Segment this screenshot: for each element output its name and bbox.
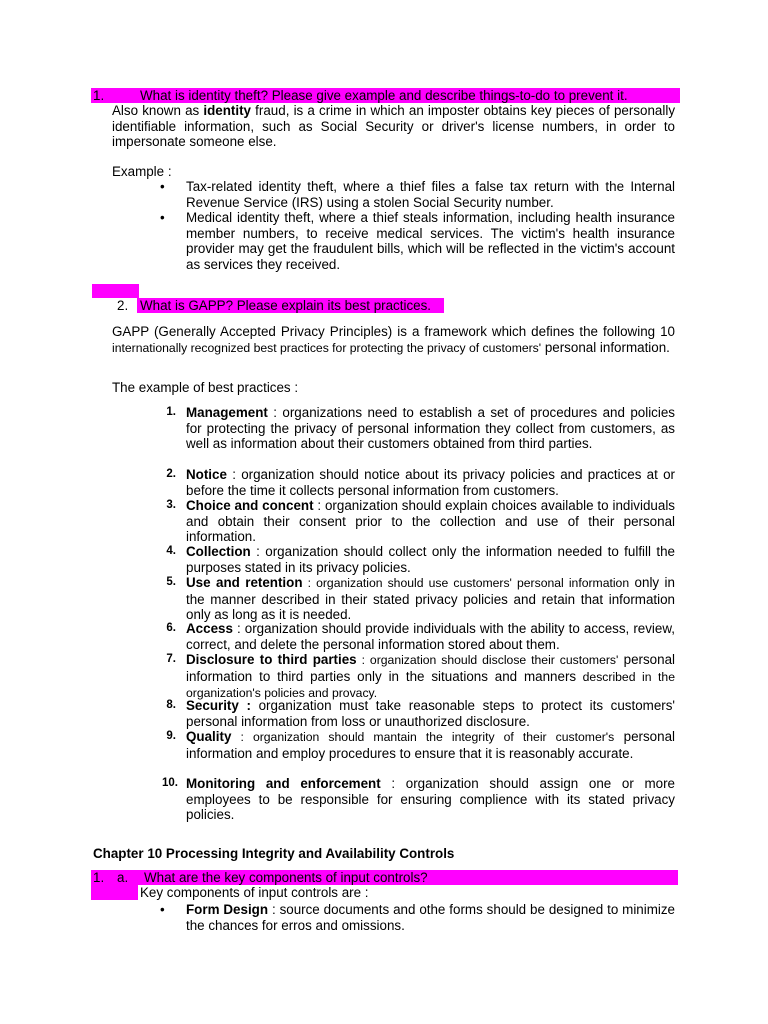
q1-question: What is identity theft? Please give example and describe things-to-do to prevent it. [140, 88, 628, 103]
q1-number: 1. [93, 88, 105, 103]
list-item: Notice : organization should notice about its privacy policies and practices at or before the time it collects personal information from customers. [186, 467, 675, 498]
list-item: Collection : organization should collect only the information needed to fulfill the purposes stated in its privacy policies. [186, 544, 675, 575]
chapter-intro: Key components of input controls are : [140, 885, 369, 900]
list-item: Use and retention : organization should use customers' personal information only in the manner described in their stated privacy policies and retain that information only as long as it is needed. [186, 575, 675, 623]
list-item: Monitoring and enforcement : organization should assign one or more employees to be responsible for ensuring complience with its stated privacy policies. [186, 776, 675, 823]
chapter-q-left-highlight [91, 885, 138, 900]
chapter-title: Chapter 10 Processing Integrity and Availability Controls [93, 846, 455, 861]
chapter-question: What are the key components of input controls? [144, 870, 428, 885]
list-item: • Form Design : source documents and othe forms should be designed to minimize the chances for erros and omissions. [160, 902, 675, 933]
list-item: Quality : organization should mantain the integrity of their customer's personal information and employ procedures to ensure that it is reasonably accurate. [186, 729, 676, 761]
chapter-list [160, 902, 675, 933]
list-item: Access : organization should provide individuals with the ability to access, review, correct, and delete the personal information stored about them. [186, 621, 675, 652]
q1-answer: Also known as identity fraud, is a crime in which an imposter obtains key pieces of personally identifiable information, such as Social Security or driver's license numbers, in order to impersonate someone else. [112, 103, 676, 150]
q2-practices-label: The example of best practices : [112, 380, 299, 395]
q2-question: What is GAPP? Please explain its best practices [140, 298, 428, 313]
list-item: • Medical identity theft, where a thief steals information, including health insurance member numbers, to receive medical services. The victim's health insurance provider may get the fraudulent bills, which will be reflected in the victim's account as services they received. [160, 210, 675, 272]
bullet-icon: • [160, 902, 165, 917]
q2-number: 2. [117, 298, 129, 313]
list-item: Disclosure to third parties : organization should disclose their customers' personal information to third parties only in the situations and manners described in the organization's policies and provacy. [186, 652, 675, 701]
chapter-q-letter: a. [117, 870, 129, 885]
q2-left-highlight [92, 284, 139, 298]
q2-question-line: What is GAPP? Please explain its best practices. [140, 298, 432, 313]
q1-answer-bold: identity [203, 103, 252, 118]
list-item: Security : organization must take reasonable steps to protect its customers' personal information from loss or unauthorized disclosure. [186, 698, 675, 729]
list-item: • Tax-related identity theft, where a thief files a false tax return with the Internal Revenue Service (IRS) using a stolen Social Security number. [160, 179, 675, 210]
bullet-icon: • [160, 179, 165, 194]
list-item: Management : organizations need to establish a set of procedures and policies for protecting the privacy of personal information they collect from customers, as well as information about their customers obtained from third parties. [186, 405, 675, 452]
chapter-q-number: 1. [93, 870, 105, 885]
list-item: Choice and concent : organization should explain choices available to individuals and obtain their consent prior to the collection and use of their personal information. [186, 498, 675, 545]
q2-intro: GAPP (Generally Accepted Privacy Principles) is a framework which defines the following 10 internationally recognized best practices for protecting the privacy of customers' personal information. [112, 324, 675, 355]
q1-example-label: Example : [112, 164, 172, 179]
q1-example-list [160, 179, 675, 273]
bullet-icon: • [160, 210, 165, 226]
